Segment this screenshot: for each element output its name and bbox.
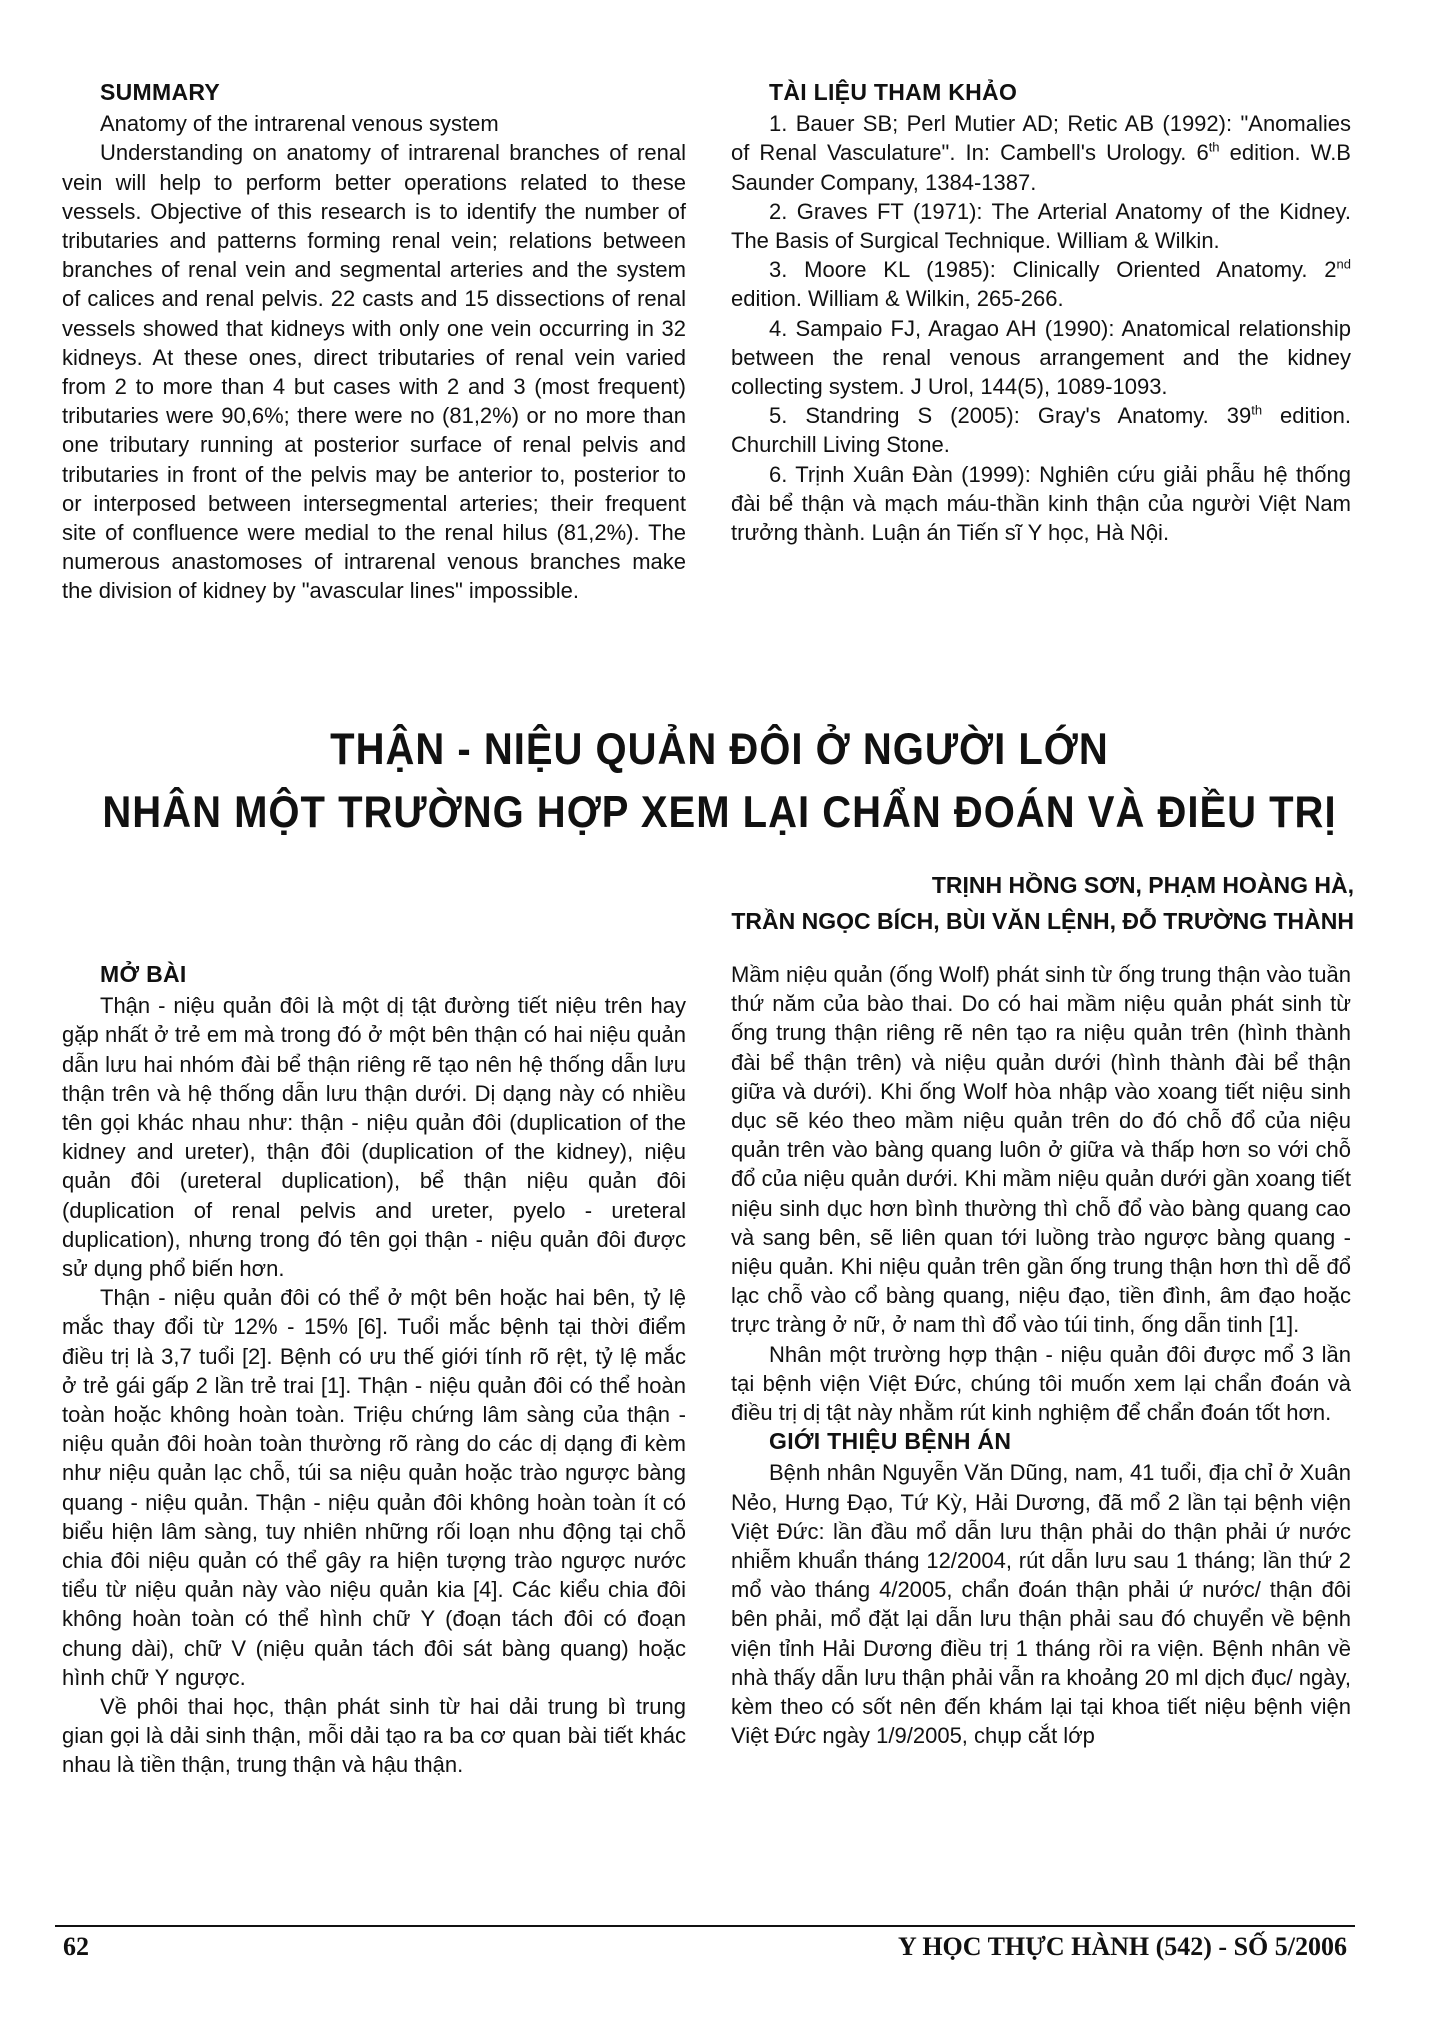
purpose-paragraph: Nhân một trường hợp thận - niệu quản đôi được mổ 3 lần tại bệnh viện Việt Đức, chúng tôi muốn xem lại chẩn đoán và điều trị dị tật này nhằm rút kinh nghiệm để chẩn đoán tốt hơn. (731, 1341, 1351, 1426)
reference-item: 1. Bauer SB; Perl Mutier AD; Retic AB (1992): "Anomalies of Renal Vasculature". In: Cambell's Urology. 6th edition. W.B Saunder Company, 1384-1387. (731, 111, 1351, 195)
article-authors (731, 867, 1354, 939)
page-number: 62 (63, 1932, 89, 1961)
summary-heading: SUMMARY (100, 79, 221, 105)
summary-body: Understanding on anatomy of intrarenal branches of renal vein will help to perform better operations related to these vessels. Objective of this research is to identify the number of tributaries and patterns forming renal vein; relations between branches of renal vein and segmental arteries and the system of calices and renal pelvis. 22 casts and 15 dissections of renal vessels showed that kidneys with only one vein occurring in 32 kidneys. At these ones, direct tributaries of renal vein varied from 2 to more than 4 but cases with 2 and 3 (most frequent) tributaries were 90,6%; there were no (81,2%) or no more than one tributary running at posterior surface of renal pelvis and tributaries in front of the pelvis may be anterior to, posterior to or interposed between intersegmental arteries; their frequent site of confluence were medial to the renal hilus (81,2%). The numerous anastomoses of intrarenal venous branches make the division of kidney by "avascular lines" impossible. (62, 140, 686, 604)
references-heading: TÀI LIỆU THAM KHẢO (769, 79, 1018, 105)
reference-item: 6. Trịnh Xuân Đàn (1999): Nghiên cứu giải phẫu hệ thống đài bể thận và mạch máu-thần kinh thận của người Việt Nam trưởng thành. Luận án Tiến sĩ Y học, Hà Nội. (731, 461, 1351, 546)
summary-subtitle: Anatomy of the intrarenal venous system (100, 111, 499, 137)
authors-line1: TRỊNH HỒNG SƠN, PHẠM HOÀNG HÀ, (931, 872, 1354, 898)
case-heading: GIỚI THIỆU BỆNH ÁN (769, 1428, 1012, 1455)
case-paragraph: Bệnh nhân Nguyễn Văn Dũng, nam, 41 tuổi, địa chỉ ở Xuân Nẻo, Hưng Đạo, Tứ Kỳ, Hải Dương, đã mổ 2 lần tại bệnh viện Việt Đức: lần đầu mổ dẫn lưu thận phải do thận phải ứ nước nhiễm khuẩn tháng 12/2004, rút dẫn lưu sau 1 tháng; lần thứ 2 mổ vào tháng 4/2005, chẩn đoán thận phải ứ nước/ thận đôi bên phải, mổ đặt lại dẫn lưu thận phải sau đó chuyển về bệnh viện tỉnh Hải Dương điều trị 1 tháng rồi ra viện. Bệnh nhân về nhà thấy dẫn lưu thận phải vẫn ra khoảng 20 ml dịch đục/ ngày, kèm theo có sốt nên đến khám lại tại khoa tiết niệu bệnh viện Việt Đức ngày 1/9/2005, chụp cắt lớp (731, 1460, 1351, 1749)
reference-item: 4. Sampaio FJ, Aragao AH (1990): Anatomical relationship between the renal venous arrangement and the kidney collecting system. J Urol, 144(5), 1089-1093. (731, 315, 1351, 400)
authors-line2: TRẦN NGỌC BÍCH, BÙI VĂN LỆNH, ĐỖ TRƯỜNG THÀNH (731, 908, 1354, 934)
summary-section (62, 78, 686, 606)
embryology-paragraph: Mầm niệu quản (ống Wolf) phát sinh từ ống trung thận vào tuần thứ năm của bào thai. Do có hai mầm niệu quản phát sinh từ ống trung thận riêng rẽ nên tạo ra niệu quản trên (hình thành đài bể thận trên) và niệu quản dưới (hình thành đài bể thận giữa và dưới). Khi ống Wolf hòa nhập vào xoang tiết niệu sinh dục sẽ kéo theo mầm niệu quản trên do đó chỗ đổ của niệu quản trên vào bàng quang luôn ở giữa và thấp hơn so với chỗ đổ của niệu quản dưới. Khi mầm niệu quản dưới gần xoang tiết niệu sinh dục hơn bình thường thì chỗ đổ vào bàng quang cao và sang bên, sẽ liên quan tới luồng trào ngược bàng quang - niệu quản. Khi niệu quản trên gần ống trung thận hơn thì dễ đổ lạc chỗ vào cổ bàng quang, niệu đạo, tiền đình, âm đạo hoặc trực tràng ở nữ, ở nam thì đổ vào túi tinh, ống dẫn tinh [1]. (731, 962, 1351, 1338)
intro-paragraph: Về phôi thai học, thận phát sinh từ hai dải trung bì trung gian gọi là dải sinh thận, mỗi dải tạo ra ba cơ quan bài tiết khác nhau là tiền thận, trung thận và hậu thận. (62, 1694, 686, 1778)
article-title-line2: NHÂN MỘT TRƯỜNG HỢP XEM LẠI CHẨN ĐOÁN VÀ ĐIỀU TRỊ (102, 787, 1337, 837)
article-title (0, 718, 1439, 843)
reference-item: 2. Graves FT (1971): The Arterial Anatomy of the Kidney. The Basis of Surgical Technique. William & Wilkin. (731, 198, 1351, 254)
journal-name: Y HỌC THỰC HÀNH (542) - SỐ 5/2006 (898, 1932, 1347, 1961)
intro-paragraph: Thận - niệu quản đôi có thể ở một bên hoặc hai bên, tỷ lệ mắc thay đổi từ 12% - 15% [6]. Tuổi mắc bệnh tại thời điểm điều trị là 3,7 tuổi [2]. Bệnh có ưu thế giới tính rõ rệt, tỷ lệ mắc ở trẻ gái gấp 2 lần trẻ trai [1]. Thận - niệu quản đôi có thể hoàn toàn hoặc không hoàn toàn. Triệu chứng lâm sàng của thận - niệu quản đôi hoàn toàn thường rõ ràng do các dị dạng đi kèm như niệu quản lạc chỗ, túi sa niệu quản hoặc trào ngược bàng quang - niệu quản. Thận - niệu quản đôi không hoàn toàn ít có biểu hiện lâm sàng, tuy nhiên những rối loạn nhu động tại chỗ chia đôi niệu quản có thể gây ra hiện tượng trào ngược nước tiểu từ niệu quản này vào niệu quản kia [4]. Các kiểu chia đôi không hoàn toàn có thể hình chữ Y (đoạn tách đôi có đoạn chung dài), chữ V (niệu quản tách đôi sát bàng quang) hoặc hình chữ Y ngược. (62, 1285, 686, 1690)
article-left-column (62, 960, 686, 1780)
footer-rule (55, 1925, 1355, 1927)
intro-paragraph: Thận - niệu quản đôi là một dị tật đường tiết niệu trên hay gặp nhất ở trẻ em mà trong đó ở một bên thận có hai niệu quản dẫn lưu hai nhóm đài bể thận riêng rẽ tạo nên hệ thống dẫn lưu thận trên và hệ thống dẫn lưu thận dưới. Dị dạng này có nhiều tên gọi khác nhau như: thận - niệu quản đôi (duplication of the kidney and ureter), thận đôi (duplication of the kidney), niệu quản đôi (ureteral duplication), bể thận niệu quản đôi (duplication of renal pelvis and ureter, pyelo - ureteral duplication), nhưng trong đó tên gọi thận - niệu quản đôi được sử dụng phổ biến hơn. (62, 993, 686, 1282)
reference-item: 5. Standring S (2005): Gray's Anatomy. 39th edition. Churchill Living Stone. (731, 402, 1351, 458)
references-section (731, 78, 1351, 547)
article-right-column (731, 960, 1351, 1750)
article-title-line1: THẬN - NIỆU QUẢN ĐÔI Ở NGƯỜI LỚN (330, 725, 1109, 775)
reference-item: 3. Moore KL (1985): Clinically Oriented Anatomy. 2nd edition. William & Wilkin, 265-266. (731, 256, 1351, 312)
intro-heading: MỞ BÀI (100, 961, 187, 987)
